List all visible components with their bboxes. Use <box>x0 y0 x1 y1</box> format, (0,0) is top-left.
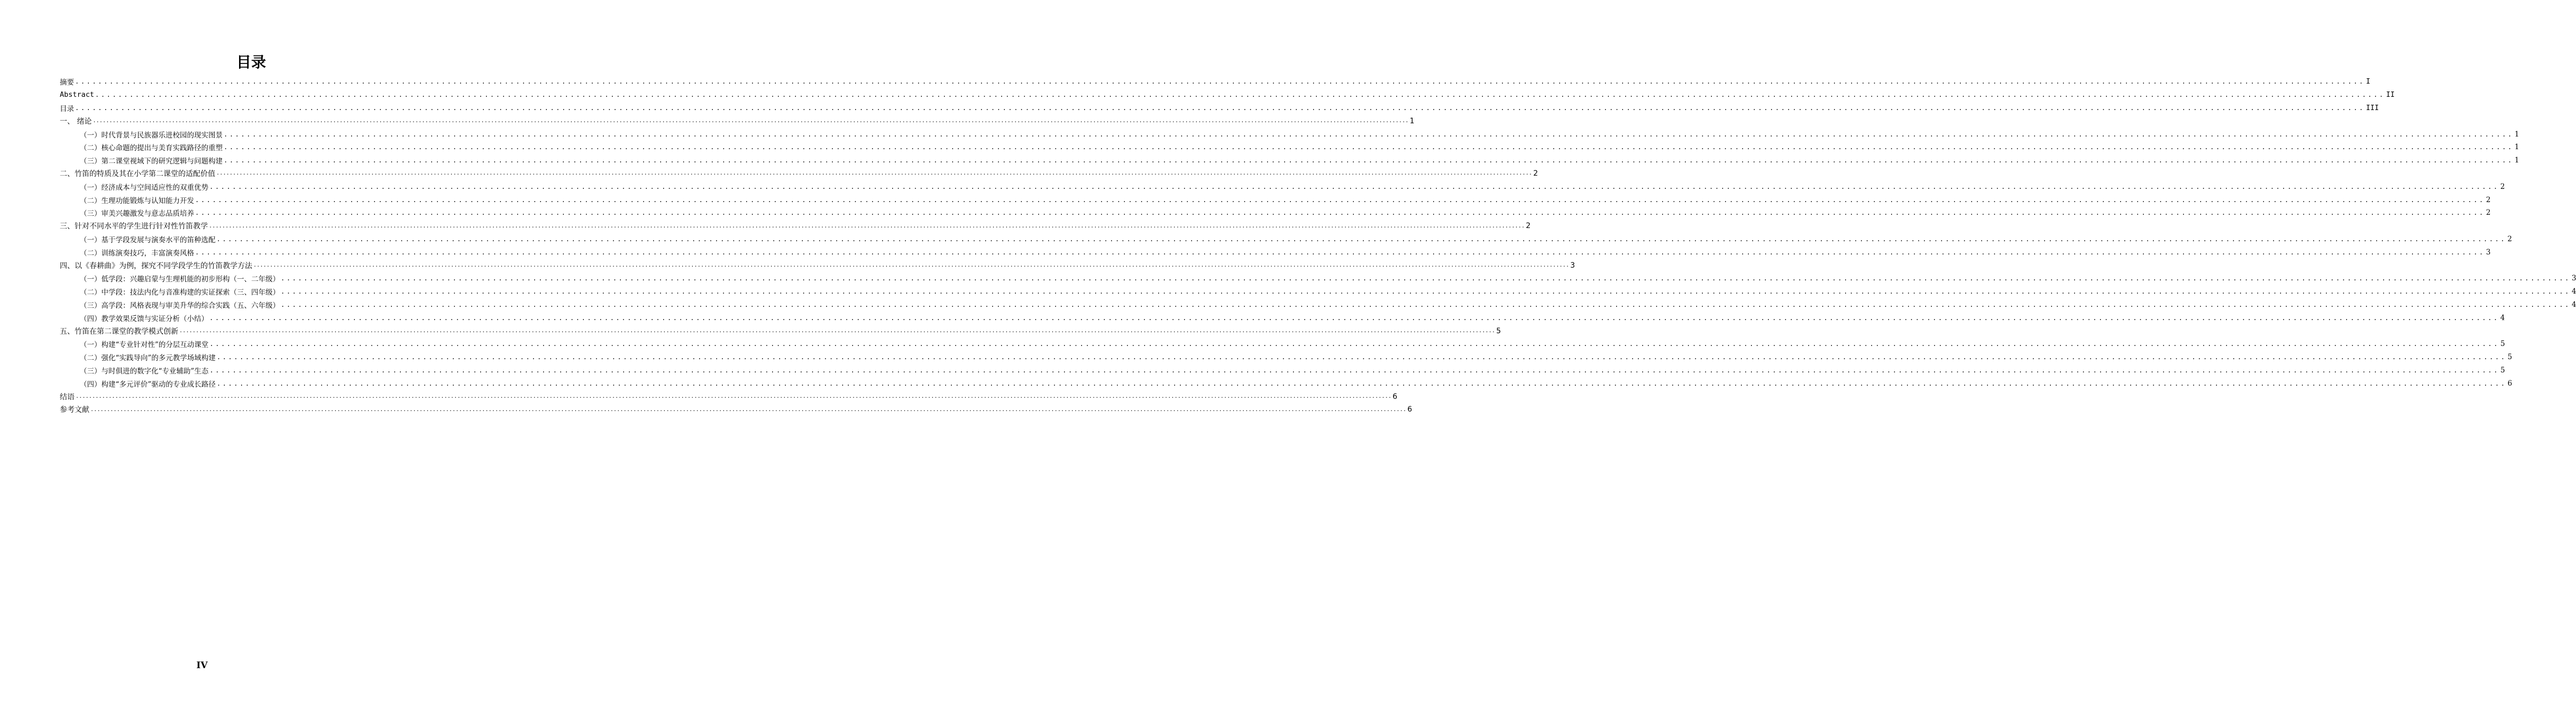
toc-entry[interactable] <box>60 338 2505 351</box>
toc-entry-title: （四）构建“多元评价”驱动的专业成长路径 <box>80 380 216 389</box>
page-number: IV <box>196 660 208 671</box>
toc-entry[interactable] <box>60 114 1415 127</box>
toc-entry-title: 参考文献 <box>60 406 89 415</box>
toc-entry[interactable] <box>60 351 2513 364</box>
toc-entry[interactable] <box>60 141 2519 154</box>
toc-leader-dots: ................................................................................................................................................................................................................................................................................................................................................................................................................ <box>224 130 2514 138</box>
toc-entry-page: II <box>2386 90 2395 99</box>
toc-entry-page: 2 <box>2507 234 2512 243</box>
toc-leader-dots: ................................................................................................................................................................................................................................................................................................................................................................................................................ <box>281 300 2571 308</box>
toc-entry-title: 四、以《春耕曲》为例，探究不同学段学生的竹笛教学方法 <box>60 261 252 270</box>
toc-entry[interactable] <box>60 220 1531 233</box>
toc-entry[interactable] <box>60 272 2576 285</box>
toc-entry-title: （三）与时俱进的数字化“专业辅助”生态 <box>80 367 209 376</box>
toc-entry-title: （二）中学段：技法内化与音准构建的实证探索（三、四年级） <box>80 288 280 297</box>
toc-entry[interactable] <box>60 390 1398 403</box>
toc-entry-title: 目录 <box>60 104 74 113</box>
toc-entry[interactable] <box>60 259 1575 272</box>
toc-entry-page: 2 <box>1526 222 1531 231</box>
toc-entry-title: （一）构建“专业针对性”的分层互动课堂 <box>80 341 209 350</box>
toc-entry-title: 二、竹笛的特质及其在小学第二课堂的适配价值 <box>60 169 215 178</box>
toc-entry[interactable] <box>60 377 2513 390</box>
toc-leader-dots: ................................................................................................................................................................................................................................................................................................................................................................................................................ <box>216 235 2507 243</box>
toc-leader-dots: ................................................................................................................................................................................................................................................................................................................................................................................................................ <box>209 183 2499 190</box>
toc-entry-title: （二）强化“实践导向”的多元教学场域构建 <box>80 354 216 363</box>
toc-leader-dots: ................................................................................................................................................................................................................................................................................................................................................................................................................ <box>224 157 2514 165</box>
toc-entry[interactable] <box>60 324 1501 338</box>
toc-entry[interactable] <box>60 285 2576 298</box>
toc-entry-title: （一）经济成本与空间适应性的双重优势 <box>80 183 208 192</box>
toc-entry[interactable] <box>60 180 2505 193</box>
toc-entry-title: 五、竹笛在第二课堂的教学模式创新 <box>60 327 178 336</box>
toc-entry-page: 3 <box>2486 248 2491 257</box>
toc-leader-dots: ................................................................................................................................................................................................................................................................................................................................................................................................................ <box>281 288 2571 296</box>
toc-entry-title: （二）核心命题的提出与美育实践路径的重塑 <box>80 144 223 153</box>
toc-entry-page: 4 <box>2571 287 2576 296</box>
toc-entry-title: （三）第二课堂视域下的研究逻辑与问题构建 <box>80 157 223 166</box>
toc-leader-dots: ................................................................................................................................................................................................................................................................................................................................................................................................................ <box>253 262 1570 269</box>
toc-leader-dots: ................................................................................................................................................................................................................................................................................................................................................................................................................ <box>75 78 2365 86</box>
toc-leader-dots: ................................................................................................................................................................................................................................................................................................................................................................................................................ <box>281 275 2571 282</box>
toc-entry-title: 三、针对不同水平的学生进行针对性竹笛教学 <box>60 222 208 231</box>
toc-entry[interactable] <box>60 88 2395 102</box>
toc-entry[interactable] <box>60 233 2512 246</box>
toc-leader-dots: ................................................................................................................................................................................................................................................................................................................................................................................................................ <box>179 328 1496 334</box>
toc-entry[interactable] <box>60 245 2491 259</box>
toc-entry-title: （四）教学效果反馈与实证分析（小结） <box>80 314 208 323</box>
toc-leader-dots: ................................................................................................................................................................................................................................................................................................................................................................................................................ <box>216 379 2507 387</box>
toc-entry-title: （二）训练演奏技巧，丰富演奏风格 <box>80 249 194 258</box>
table-of-contents <box>60 75 2576 416</box>
toc-entry[interactable] <box>60 298 2576 312</box>
toc-entry-title: Abstract <box>60 90 95 99</box>
toc-entry-page: 2 <box>2486 208 2491 217</box>
toc-entry-title: （一）低学段：兴趣启蒙与生理机能的初步形构（一、二年级） <box>80 275 280 284</box>
toc-entry-page: 4 <box>2500 313 2505 322</box>
toc-entry-page: 4 <box>2571 300 2576 309</box>
toc-entry-title: （三）高学段：风格表现与审美升华的综合实践（五、六年级） <box>80 301 280 310</box>
toc-entry-page: 6 <box>1407 405 1413 414</box>
toc-entry-page: 6 <box>2507 379 2513 388</box>
toc-leader-dots: ................................................................................................................................................................................................................................................................................................................................................................................................................ <box>209 340 2500 348</box>
toc-entry[interactable] <box>60 154 2519 167</box>
toc-entry-page: 6 <box>1392 392 1398 401</box>
toc-leader-dots: ................................................................................................................................................................................................................................................................................................................................................................................................................ <box>216 170 1533 177</box>
toc-leader-dots: ................................................................................................................................................................................................................................................................................................................................................................................................................ <box>93 118 1409 124</box>
toc-leader-dots: ................................................................................................................................................................................................................................................................................................................................................................................................................ <box>209 223 1525 229</box>
toc-leader-dots: ................................................................................................................................................................................................................................................................................................................................................................................................................ <box>195 248 2485 256</box>
toc-entry-page: III <box>2366 103 2379 112</box>
toc-entry-title: （一）时代背景与民族器乐进校园的现实图景 <box>80 131 223 140</box>
toc-leader-dots: ................................................................................................................................................................................................................................................................................................................................................................................................................ <box>75 104 2365 112</box>
toc-entry-page: 1 <box>1409 116 1415 125</box>
toc-entry-page: 5 <box>1496 326 1501 335</box>
toc-entry-page: 2 <box>1533 169 1538 178</box>
toc-entry[interactable] <box>60 102 2379 115</box>
toc-entry-page: 3 <box>1570 261 1575 270</box>
toc-entry-title: 一、 绪论 <box>60 117 92 126</box>
toc-entry-page: 3 <box>2571 274 2576 283</box>
toc-leader-dots: ................................................................................................................................................................................................................................................................................................................................................................................................................ <box>95 91 2385 99</box>
toc-entry-page: I <box>2366 77 2370 86</box>
toc-leader-dots: ................................................................................................................................................................................................................................................................................................................................................................................................................ <box>76 394 1392 400</box>
toc-leader-dots: ................................................................................................................................................................................................................................................................................................................................................................................................................ <box>209 314 2499 322</box>
toc-entry-title: 摘要 <box>60 78 74 87</box>
toc-entry[interactable] <box>60 75 2370 88</box>
toc-entry[interactable] <box>60 127 2519 141</box>
toc-leader-dots: ................................................................................................................................................................................................................................................................................................................................................................................................................ <box>195 196 2485 204</box>
toc-entry[interactable] <box>60 193 2491 206</box>
toc-entry-page: 1 <box>2514 130 2519 139</box>
toc-entry-title: 结语 <box>60 393 75 402</box>
toc-entry[interactable] <box>60 311 2505 324</box>
page-title: 目录 <box>236 53 266 71</box>
toc-entry-page: 2 <box>2486 195 2491 204</box>
toc-leader-dots: ................................................................................................................................................................................................................................................................................................................................................................................................................ <box>224 143 2514 151</box>
toc-entry-page: 5 <box>2507 353 2513 362</box>
toc-entry[interactable] <box>60 167 1538 180</box>
toc-leader-dots: ................................................................................................................................................................................................................................................................................................................................................................................................................ <box>209 366 2500 374</box>
toc-entry-page: 1 <box>2514 156 2519 165</box>
toc-leader-dots: ................................................................................................................................................................................................................................................................................................................................................................................................................ <box>90 406 1407 413</box>
toc-entry[interactable] <box>60 403 1413 416</box>
toc-entry-page: 2 <box>2500 182 2505 191</box>
toc-leader-dots: ................................................................................................................................................................................................................................................................................................................................................................................................................ <box>195 209 2485 217</box>
toc-entry-page: 5 <box>2500 340 2505 349</box>
toc-entry[interactable] <box>60 364 2505 377</box>
toc-entry[interactable] <box>60 206 2491 220</box>
toc-entry-title: （二）生理功能锻炼与认知能力开发 <box>80 196 194 205</box>
toc-entry-title: （一）基于学段发展与演奏水平的笛种选配 <box>80 235 216 244</box>
toc-entry-page: 1 <box>2514 143 2519 152</box>
toc-entry-page: 5 <box>2500 366 2505 375</box>
toc-entry-title: （三）审美兴趣激发与意志品质培养 <box>80 209 194 218</box>
toc-leader-dots: ................................................................................................................................................................................................................................................................................................................................................................................................................ <box>216 353 2507 361</box>
